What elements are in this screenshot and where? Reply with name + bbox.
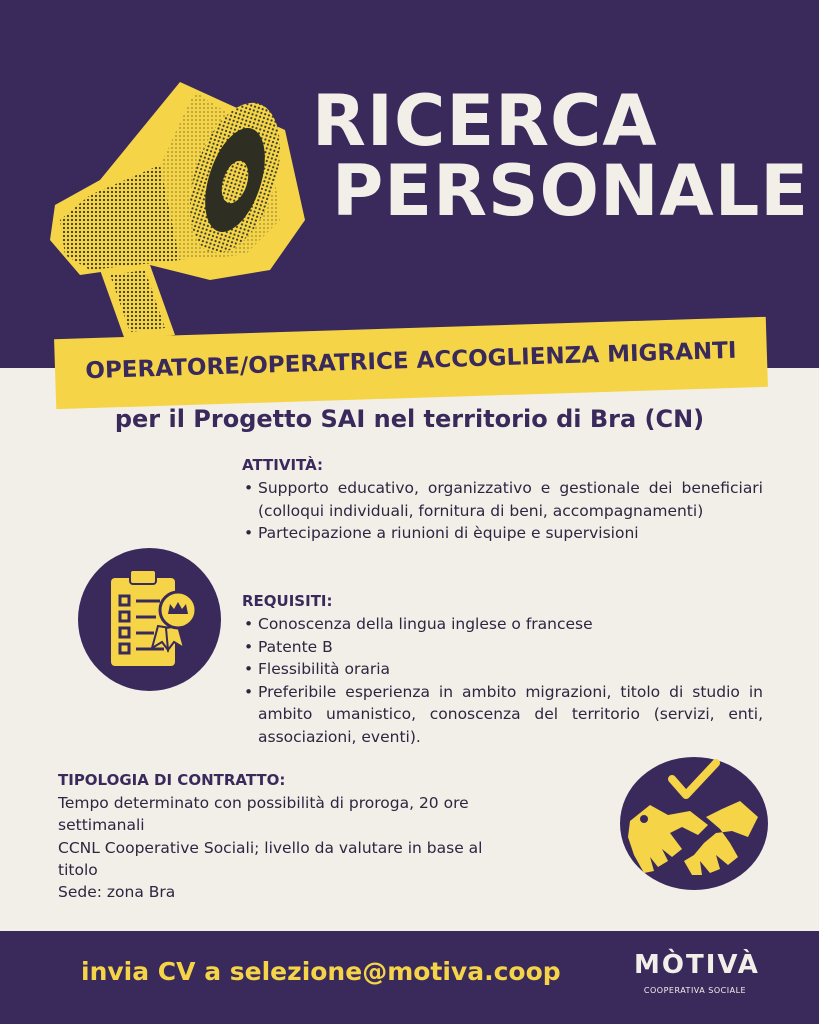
contract-location: Sede: zona Bra (58, 883, 176, 902)
contract-line: CCNL Cooperative Sociali; livello da valutare in base al (58, 838, 483, 857)
apply-email-link[interactable]: invia CV a selezione@motiva.coop (81, 957, 561, 986)
list-item: • Supporto educativo, organizzativo e gestionale dei beneficiari (colloqui individuali, fornitura di beni, accompagnamenti) (258, 477, 763, 522)
megaphone-icon (30, 70, 320, 340)
title-line-2: PERSONALE (332, 150, 810, 232)
role-title: OPERATORE/OPERATRICE ACCOGLIENZA MIGRANTI (85, 337, 737, 385)
list-item: • Preferibile esperienza in ambito migrazioni, titolo di studio in ambito umanistico, conoscenza del territorio (servizi, enti, associazioni, eventi). (258, 681, 763, 749)
requisiti-list (242, 613, 763, 748)
list-item: • Patente B (258, 636, 763, 659)
attivita-heading: ATTIVITÀ: (242, 456, 323, 474)
contract-line: titolo (58, 860, 98, 879)
contract-section (58, 771, 548, 903)
logo-name: MÒTIVÀ (634, 950, 760, 980)
list-item: • Flessibilità oraria (258, 658, 763, 681)
attivita-section (242, 456, 763, 545)
list-item: • Partecipazione a riunioni di èquipe e supervisioni (258, 522, 763, 545)
requisiti-section (242, 592, 763, 748)
logo-subtitle: COOPERATIVA SOCIALE (643, 986, 747, 995)
contract-heading: TIPOLOGIA DI CONTRATTO: (58, 771, 286, 789)
motiva-logo (634, 948, 760, 1008)
contract-line: Tempo determinato con possibilità di proroga, 20 ore (58, 794, 469, 812)
list-item: • Conoscenza della lingua inglese o francese (258, 613, 763, 636)
project-subtitle: per il Progetto SAI nel territorio di Bra (CN) (114, 405, 705, 433)
attivita-list (242, 477, 763, 545)
requisiti-heading: REQUISITI: (242, 592, 333, 610)
handshake-check-icon (620, 757, 768, 890)
contract-line: settimanali (58, 816, 145, 835)
title-line-1: RICERCA (312, 80, 658, 162)
clipboard-award-icon (78, 548, 221, 691)
